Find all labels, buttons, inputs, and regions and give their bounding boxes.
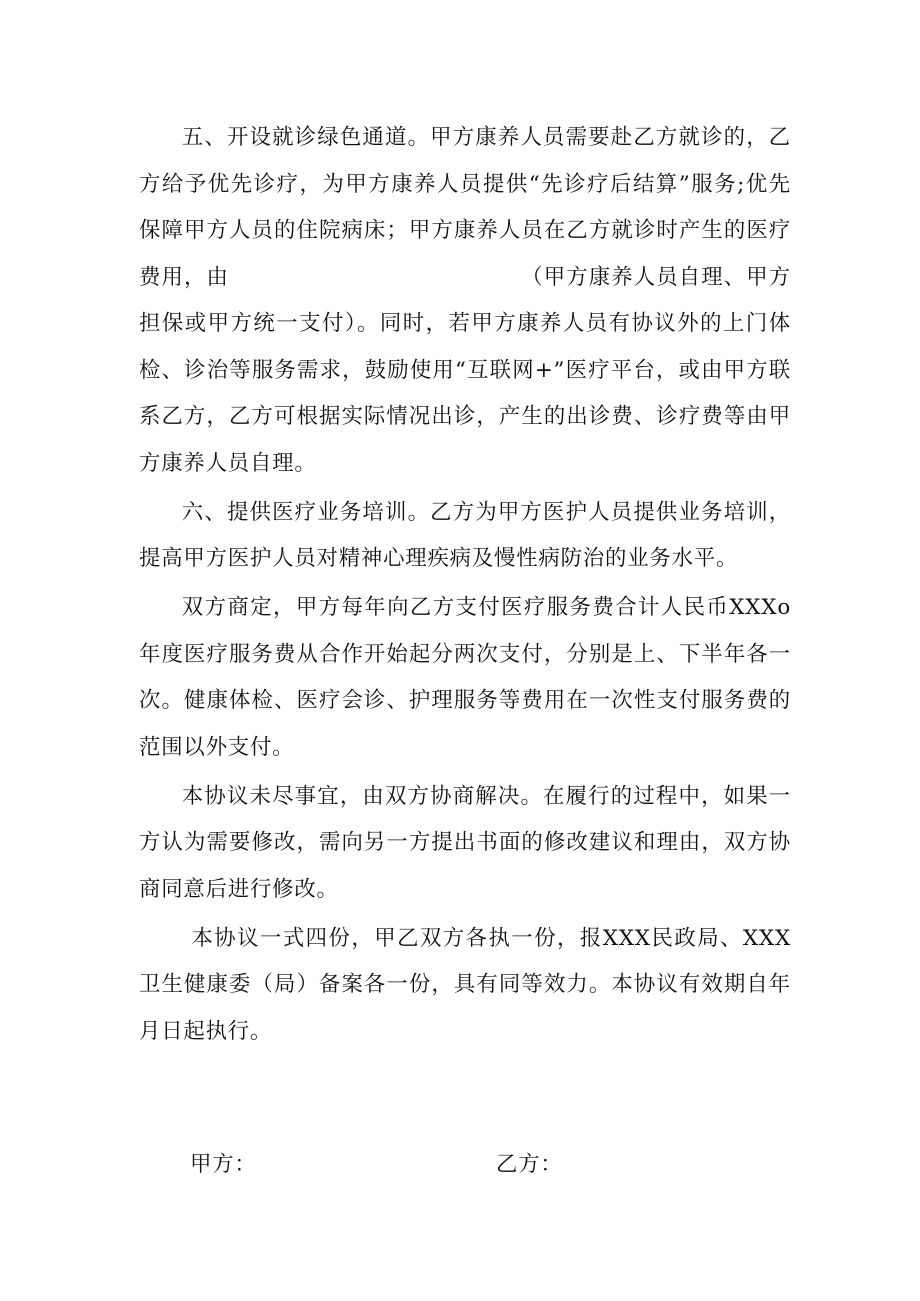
- paragraph-training: 六、提供医疗业务培训。乙方为甲方医护人员提供业务培训，提高甲方医护人员对精神心理疾病及慢性病防治的业务水平。: [139, 499, 791, 571]
- paragraph-green-channel: [139, 115, 791, 487]
- paragraph-service-fee: 双方商定，甲方每年向乙方支付医疗服务费合计人民币XXXo年度医疗服务费从合作开始起分两次支付，分别是上、下半年各一次。健康体检、医疗会诊、护理服务等费用在一次性支付服务费的范围以外支付。: [139, 595, 791, 760]
- agreement-body: [139, 115, 791, 1058]
- paragraph-text: （甲方康养人员自理、甲方担保或甲方统一支付）。同时，若甲方康养人员有协议外的上门体检、诊治等服务需求，鼓励使用“互联网+”医疗平台，或由甲方联系乙方，乙方可根据实际情况出诊，产生的出诊费、诊疗费等由甲方康养人员自理。: [139, 264, 791, 476]
- signature-block: [0, 1147, 920, 1187]
- party-b-signature-label: 乙方：: [496, 1152, 563, 1177]
- paragraph-negotiation: 本协议未尽事宜，由双方协商解决。在履行的过程中，如果一方认为需要修改，需向另一方提出书面的修改建议和理由，双方协商同意后进行修改。: [139, 783, 791, 902]
- paragraph-text: 五、开设就诊绿色通道。甲方康养人员需要赴乙方就诊的，乙方给予优先诊疗，为甲方康养人员提供“先诊疗后结算”服务;优先保障甲方人员的住院病床；甲方康养人员在乙方就诊时产生的医疗费用，由: [139, 125, 791, 290]
- paragraph-copies-validity: 本协议一式四份，甲乙双方各执一份，报XXX民政局、XXX卫生健康委（局）备案各一份，具有同等效力。本协议有效期自年月日起执行。: [139, 925, 791, 1044]
- party-a-signature-label: 甲方：: [190, 1152, 257, 1177]
